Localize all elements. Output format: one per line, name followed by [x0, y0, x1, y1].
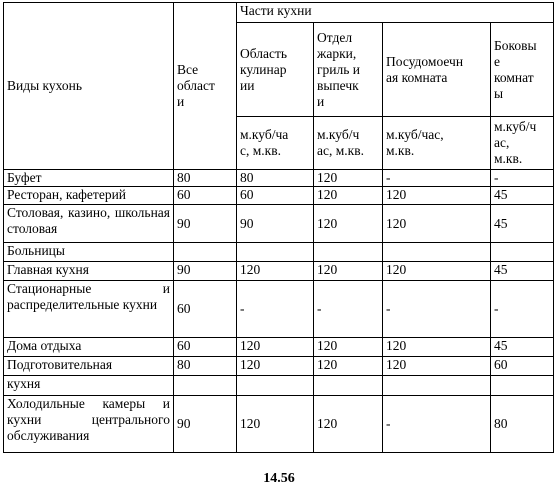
table-row — [4, 170, 554, 187]
row-label: Стационарные и распределительные кухни — [4, 281, 174, 338]
cell-culinary: 120 — [237, 357, 314, 376]
cell-dishwash: 120 — [383, 262, 491, 281]
page-number: 14.56 — [263, 471, 295, 486]
cell-frying — [314, 243, 383, 262]
cell-frying: 120 — [314, 187, 383, 205]
row-label: Столовая, казино, школьная столовая — [4, 205, 174, 243]
cell-side: 45 — [491, 205, 554, 243]
cell-culinary: 80 — [237, 170, 314, 187]
cell-side: - — [491, 281, 554, 338]
table-row — [4, 396, 554, 453]
cell-empty — [491, 376, 554, 396]
row-label: Подготовительная — [4, 357, 174, 376]
cell-side: 80 — [491, 396, 554, 453]
cell-dishwash: 120 — [383, 357, 491, 376]
table-row — [4, 338, 554, 357]
cell-frying: 120 — [314, 357, 383, 376]
cell-culinary: - — [237, 281, 314, 338]
cell-side: 45 — [491, 187, 554, 205]
cell-culinary: 120 — [237, 396, 314, 453]
cell-frying: - — [314, 281, 383, 338]
cell-culinary: 90 — [237, 205, 314, 243]
header-dishwash: Посудомоечн ая комната — [383, 23, 491, 117]
cell-all: 60 — [174, 187, 237, 205]
cell-side: 45 — [491, 262, 554, 281]
row-label: Больницы — [4, 243, 174, 262]
header-all-areas: Все област и — [174, 3, 237, 170]
header-side: Боковы е комнат ы — [491, 23, 554, 117]
cell-frying: 120 — [314, 338, 383, 357]
cell-empty — [237, 376, 314, 396]
header-culinary: Область кулинар ии — [237, 23, 314, 117]
cell-culinary: 120 — [237, 262, 314, 281]
row-label-continuation: кухня — [4, 376, 174, 396]
cell-all: 90 — [174, 396, 237, 453]
cell-side: 45 — [491, 338, 554, 357]
row-label: Главная кухня — [4, 262, 174, 281]
table-row — [4, 281, 554, 338]
header-kitchen-types: Виды кухонь — [4, 3, 174, 170]
cell-dishwash: 120 — [383, 338, 491, 357]
row-label: Холодильные камеры и кухни центрального обслуживания — [4, 396, 174, 453]
cell-frying: 120 — [314, 396, 383, 453]
unit-side: м.куб/ч ас, м.кв. — [491, 117, 554, 170]
cell-side: - — [491, 170, 554, 187]
cell-dishwash: - — [383, 281, 491, 338]
cell-side — [491, 243, 554, 262]
table-row — [4, 187, 554, 205]
unit-culinary: м.куб/ча с, м.кв. — [237, 117, 314, 170]
cell-frying: 120 — [314, 205, 383, 243]
table-row — [4, 205, 554, 243]
cell-empty — [314, 376, 383, 396]
cell-dishwash: 120 — [383, 205, 491, 243]
cell-culinary: 120 — [237, 338, 314, 357]
table-row — [4, 376, 554, 396]
cell-dishwash — [383, 243, 491, 262]
cell-all: 80 — [174, 170, 237, 187]
row-label: Ресторан, кафетерий — [4, 187, 174, 205]
cell-all: 80 — [174, 357, 237, 376]
table-row — [4, 357, 554, 376]
header-frying: Отдел жарки, гриль и выпечк и — [314, 23, 383, 117]
unit-frying: м.куб/ч ас, м.кв. — [314, 117, 383, 170]
cell-side: 60 — [491, 357, 554, 376]
table-row — [4, 243, 554, 262]
cell-culinary — [237, 243, 314, 262]
cell-all: 90 — [174, 205, 237, 243]
ventilation-norms-table — [3, 2, 554, 453]
cell-frying: 120 — [314, 262, 383, 281]
row-label: Дома отдыха — [4, 338, 174, 357]
table-row — [4, 262, 554, 281]
cell-culinary: 60 — [237, 187, 314, 205]
header-kitchen-parts: Части кухни — [237, 3, 554, 23]
cell-all — [174, 243, 237, 262]
cell-dishwash: - — [383, 170, 491, 187]
unit-dishwash: м.куб/час, м.кв. — [383, 117, 491, 170]
cell-all: 60 — [174, 281, 237, 338]
cell-frying: 120 — [314, 170, 383, 187]
cell-all: 90 — [174, 262, 237, 281]
cell-dishwash: - — [383, 396, 491, 453]
cell-empty — [383, 376, 491, 396]
cell-dishwash: 120 — [383, 187, 491, 205]
cell-all: 60 — [174, 338, 237, 357]
cell-empty — [174, 376, 237, 396]
row-label: Буфет — [4, 170, 174, 187]
